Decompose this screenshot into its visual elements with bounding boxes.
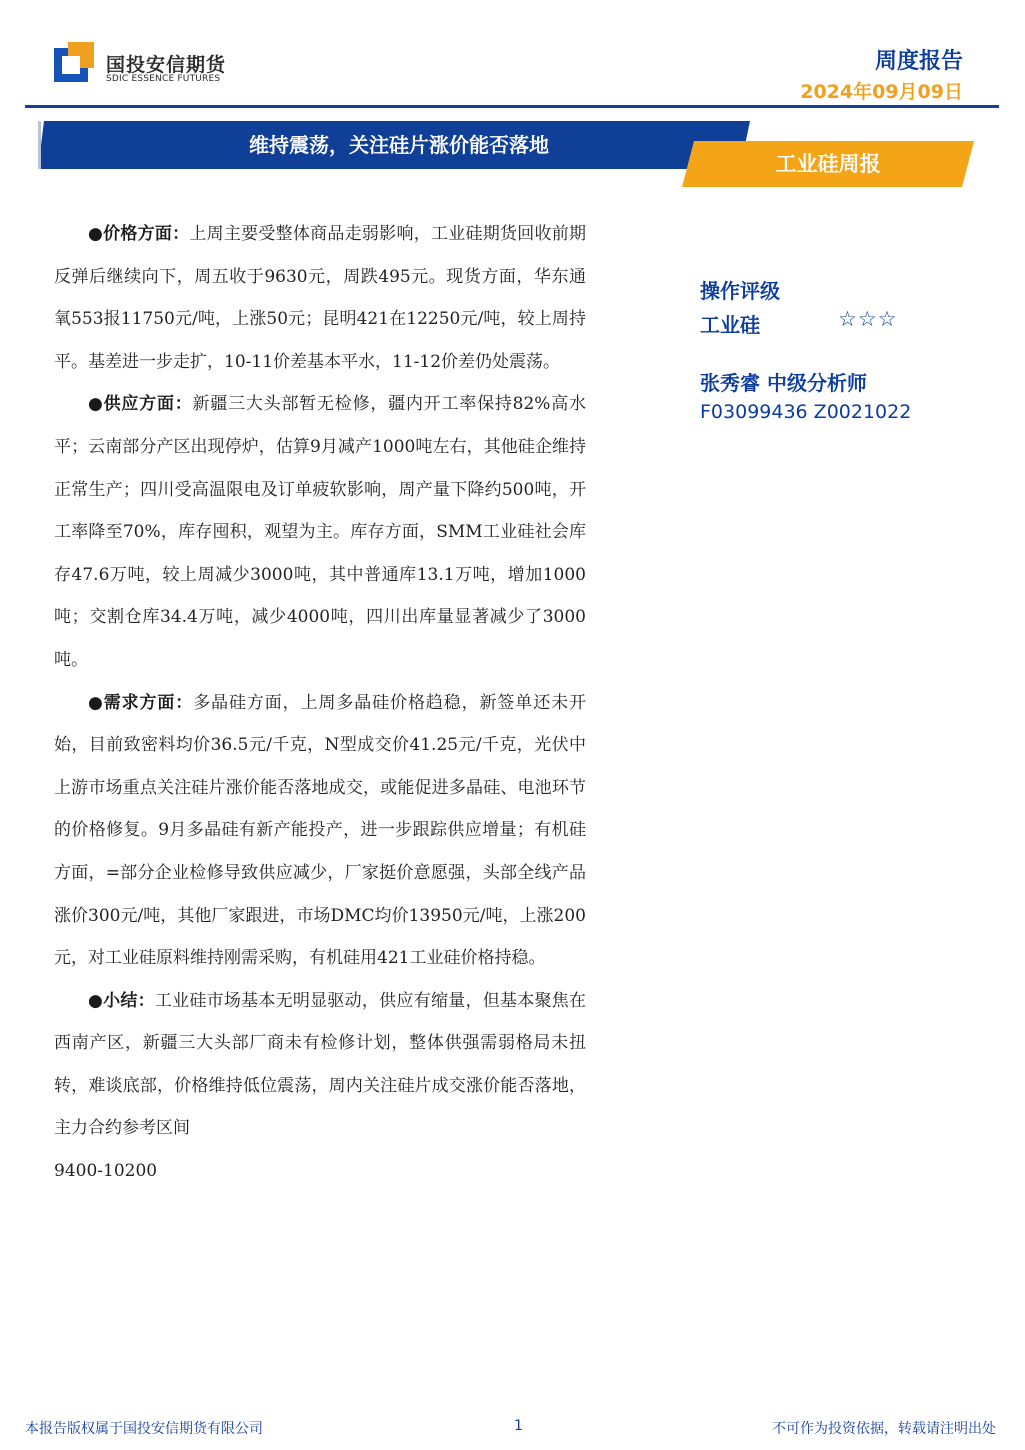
company-name-en: SDIC ESSENCE FUTURES [106, 74, 221, 84]
page-number: 1 [514, 1418, 523, 1434]
disclaimer-notice: 不可作为投资依据，转载请注明出处 [772, 1421, 996, 1437]
page-header [0, 0, 1025, 110]
copyright-notice: 本报告版权属于国投安信期货有限公司 [25, 1421, 263, 1437]
summary-text: 工业硅市场基本无明显驱动，供应有缩量，但基本聚焦在西南产区，新疆三大头部厂商未有检修计划，整体供强需弱格局未扭转，难谈底部，价格维持低位震荡，周内关注硅片成交涨价能否落地，主力合约参考区间 [54, 990, 586, 1139]
title-banner [38, 121, 750, 169]
report-date: 2024年09月09日 [800, 81, 963, 103]
page-footer [0, 1410, 1025, 1450]
price-section [54, 213, 586, 383]
summary-section [54, 980, 586, 1150]
demand-heading: ●需求方面： [88, 692, 194, 713]
price-text: 上周主要受整体商品走弱影响，工业硅期货回收前期反弹后继续向下，周五收于9630元，周跌495元。现货方面，华东通氧553报11750元/吨，上涨50元；昆明421在12250元/吨，较上周持平。基差进一步走扩，10-11价差基本平水，11-12价差仍处震荡。 [54, 224, 586, 372]
report-title: 维持震荡，关注硅片涨价能否落地 [249, 133, 549, 157]
supply-text: 新疆三大头部暂无检修，疆内开工率保持82%高水平；云南部分产区出现停炉，估算9月减产1000吨左右，其他硅企维持正常生产；四川受高温限电及订单疲软影响，周产量下降约500吨，开工率降至70%，库存囤积，观望为主。库存方面，SMM工业硅社会库存47.6万吨，较上周减少3000吨，其中普通库13.1万吨，增加1000吨；交割仓库34.4万吨，减少4000吨，四川出库量显著减少了3000吨。 [54, 394, 586, 670]
price-heading: ●价格方面： [88, 224, 190, 244]
demand-section [54, 682, 586, 980]
report-body [54, 213, 586, 1193]
report-type: 周度报告 [874, 49, 963, 74]
sdic-logo-icon [54, 42, 94, 82]
demand-text: 多晶硅方面，上周多晶硅价格趋稳，新签单还未开始，目前致密料均价36.5元/千克，N型成交价41.25元/千克，光伏中上游市场重点关注硅片涨价能否落地成交，或能促进多晶硅、电池环节的价格修复。9月多晶硅有新产能投产，进一步跟踪供应增量；有机硅方面，=部分企业检修导致供应减少，厂家挺价意愿强，头部全线产品涨价300元/吨，其他厂家跟进，市场DMC均价13950元/吨，上涨200元，对工业硅原料维持刚需采购，有机硅用421工业硅价格持稳。 [54, 692, 586, 969]
supply-heading: ●供应方面： [88, 394, 193, 415]
supply-section [54, 383, 586, 681]
reference-range: 9400-10200 [54, 1161, 158, 1182]
analyst-name: 张秀睿 中级分析师 [700, 371, 867, 395]
summary-heading: ●小结： [88, 990, 155, 1011]
analyst-license-ids: F03099436 Z0021022 [700, 401, 912, 423]
rating-stars-icon: ☆☆☆ [838, 307, 898, 331]
company-name: 国投安信期货 [106, 54, 227, 76]
header-divider [25, 105, 999, 108]
report-category: 工业硅周报 [775, 152, 881, 176]
rating-product: 工业硅 [700, 313, 760, 337]
report-category-tag [682, 141, 974, 187]
rating-label: 操作评级 [700, 279, 780, 303]
